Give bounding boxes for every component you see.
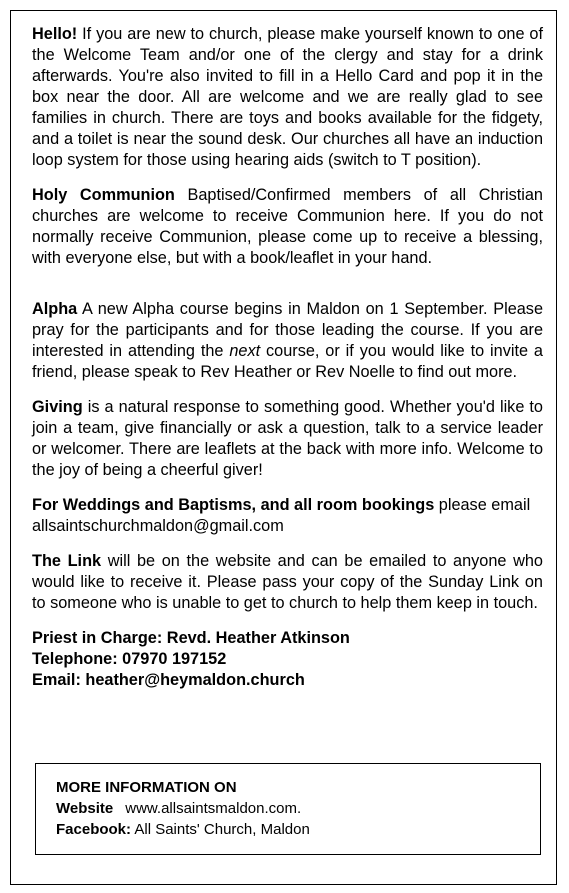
alpha-title: Alpha [32,300,78,318]
facebook-row [56,819,540,840]
notice-content [32,24,543,691]
more-info-box [35,763,541,855]
giving-body: is a natural response to something good. Whether you'd like to join a team, give financially or ask a question, talk to a service leader or welcomer. There are leaflets at the back with more info. Welcome to the joy of being a cheerful giver! [32,398,543,479]
link-body: will be on the website and can be emailed to anyone who would like to receive it. Please pass your copy of the Sunday Link on to someone who is unable to get to church to help them keep in touch. [32,552,543,612]
alpha-paragraph [32,299,543,383]
giving-title: Giving [32,398,83,416]
facebook-link[interactable]: All Saints' Church, Maldon [131,821,310,838]
hello-paragraph [32,24,543,171]
hello-body: If you are new to church, please make yourself known to one of the Welcome Team and/or one of the clergy and stay for a drink afterwards. You're also invited to fill in a Hello Card and pop it in the box near the door. All are welcome and we are really glad to see families in church. There are toys and books available for the fidgety, and a toilet is near the sound desk. Our churches all have an induction loop system for those using hearing aids (switch to T position). [32,25,543,169]
hello-title: Hello! [32,25,78,43]
alpha-emphasis: next [229,342,261,360]
communion-body: Baptised/Confirmed members of all Christian churches are welcome to receive Communion here. If you do not normally receive Communion, please come up to receive a blessing, with everyone else, but with a book/leaflet in your hand. [32,186,543,267]
website-label: Website [56,800,114,817]
email-line: Email: heather@heymaldon.church [32,671,305,689]
weddings-body: please email allsaintschurchmaldon@gmail.com [32,496,531,535]
priest-line: Priest in Charge: Revd. Heather Atkinson [32,629,350,647]
alpha-body-before: A new Alpha course begins in Maldon on 1 September. Please pray for the participants and for those leading the course. If you are interested in attending the [32,300,543,360]
communion-title: Holy Communion [32,186,175,204]
link-paragraph [32,551,543,614]
communion-paragraph [32,185,543,269]
weddings-title: For Weddings and Baptisms, and all room bookings [32,496,435,514]
facebook-label: Facebook: [56,821,132,838]
alpha-body-after: course, or if you would like to invite a friend, please speak to Rev Heather or Rev Noelle to find out more. [32,342,543,381]
notice-sheet [10,10,557,885]
website-link[interactable]: www.allsaintsmaldon.com. [125,800,302,817]
contact-block [32,628,543,691]
telephone-line: Telephone: 07970 197152 [32,650,227,668]
website-row [56,798,540,819]
more-info-heading: MORE INFORMATION ON [56,779,237,796]
giving-paragraph [32,397,543,481]
weddings-paragraph [32,495,543,537]
link-title: The Link [32,552,102,570]
